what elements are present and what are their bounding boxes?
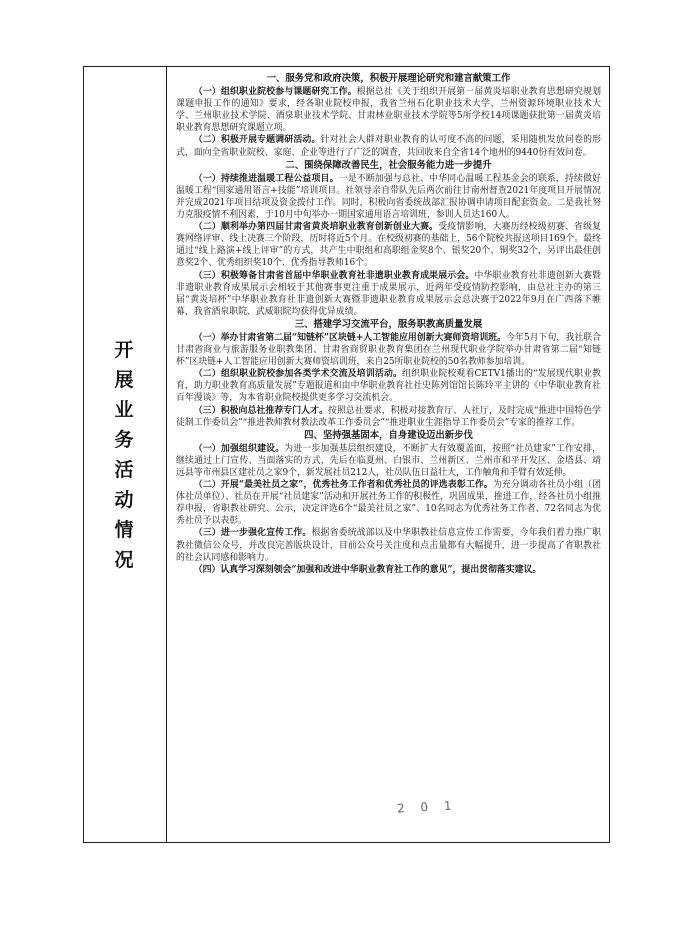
- paragraph: [176, 173, 601, 221]
- section-heading: 二、围绕保障改善民生，社会服务能力进一步提升: [285, 159, 492, 171]
- paragraph-body: 一是不断加强与总社、中华同心温暖工程基金会的联系，持续做好温暖工程“国家通用语言+技能”培训项目。社领导亲自带队先后两次前往甘南州督查2021年度项目开展情况并完成2021年项目结项及资金拨付工作。同时，积极向省委统战部汇报协调申请项目配套资金。二是我社努力克服疫情不利因素，于10月中旬举办一期国家通用语言培训班，参训人员达160人。: [176, 173, 602, 221]
- paragraph: [176, 479, 601, 527]
- section-heading: 一、服务党和政府决策，积极开展理论研究和建言献策工作: [266, 73, 511, 84]
- paragraph-lead: （二）顺利举办第四届甘肃省黄炎培职业教育创新创业大赛。: [193, 222, 439, 233]
- paragraph: [176, 527, 601, 563]
- paragraph: [176, 86, 601, 134]
- section-heading: 三、搭建学习交流平台，服务职教高质量发展: [294, 318, 483, 330]
- paragraph-body: 按照总社要求，积极对接教育厅、人社厅，及时完成“推进中国特色学徒制工作委员会”“推进教师教材教法改革工作委员会”“推进职业生涯指导工作委员会”专家的推荐工作。: [176, 405, 601, 428]
- paragraph: [176, 368, 601, 404]
- row-label-char: 活: [114, 458, 136, 481]
- section-heading: 四、坚持强基固本，自身建设迈出新步伐: [304, 429, 473, 441]
- paragraph-lead: （二）组织职业院校参加各类学术交流及培训活动。: [193, 369, 403, 380]
- paragraph-lead: （三）积极向总社推荐专门人才。: [193, 405, 329, 416]
- paragraph-lead: （一）举办甘肃省第二届“知链杯”区块链+人工智能应用创新大赛师资培训班。: [193, 332, 507, 343]
- paragraph-body: 为进一步加强基层组织建设，不断扩大有效覆盖面，按照“社员建家”工作安排，继续通过上门宣传、当面落实的方式，先后在临夏州、白银市、兰州新区、兰州市和平开发区、金塔县、靖远县等市州县区建社员之家9个，新发展社员212人，社员队伍日益壮大，工作触角和手臂有效延伸。: [176, 443, 602, 478]
- paragraph-body: 受疫情影响，大赛历经校级初赛、省级复赛网络评审、线上决赛三个阶段，历时将近5个月。在校级初赛的基础上，56个院校共报送项目169个。最终通过“线上路演+线上评审”的方式，共产生中职组和高职组金奖8个、银奖20个、铜奖32个，另评出最佳创意奖2个、优秀组织奖10个、优秀指导教师16个。: [176, 222, 602, 269]
- paragraph: [176, 564, 601, 576]
- report-body: [167, 67, 609, 842]
- paragraph-body: 根据总社《关于组织开展第一届黄炎培职业教育思想研究规划课题申报工作的通知》要求，经各职业院校申报，我省兰州石化职业技术大学、兰州资源环境职业技术大学、兰州职业技术学院、酒泉职业技术学院、甘肃林业职业技术学院等5所学校14项课题获批第一届黄炎培职业教育思想研究课题立项。: [176, 87, 601, 134]
- paragraph-lead: （二）积极开展专题调研活动。: [193, 135, 321, 146]
- row-label-char: 业: [114, 398, 136, 421]
- paragraph-body: 根据省委统战部以及中华职教社信息宣传工作需要，今年我们着力推广职教社微信公众号，并改良完善版块设计，目前公众号关注度和点击量都有大幅提升，进一步提高了省职教社的社会认同感和影响力。: [176, 528, 601, 563]
- handwritten-mark: 2 0 1: [396, 798, 458, 816]
- paragraph: [176, 405, 601, 429]
- paragraph-lead: （三）积极筹备甘肃省首届中华职业教育社非遗职业教育成果展示会。: [193, 270, 475, 281]
- row-label-column: [84, 67, 167, 842]
- row-label-char: 况: [114, 548, 136, 571]
- row-label-char: 务: [114, 428, 136, 451]
- row-label-char: 开: [114, 338, 136, 361]
- paragraph-body: 今年5月下旬，我社联合甘肃省商业与旅游服务业职教集团、甘肃省商贸职业教育集团在兰州现代职业学院举办甘肃省第二届“知链杯”区块链+人工智能应用创新大赛师资培训班，来自25所职业院校的50名教师参加培训。: [176, 332, 601, 368]
- paragraph-body: 针对社会人群对职业教育的认可度不高的问题，采用随机发放问卷的形式，面向全省职业院校、家庭、企业等进行了广泛的调查，共回收来自全省14个地州的9440份有效问卷。: [176, 135, 602, 158]
- paragraph-lead: （二）开展“最美社员之家”，优秀社务工作者和优秀社员的评选表彰工作。: [193, 480, 493, 491]
- paragraph: [176, 221, 601, 269]
- row-label-char: 展: [114, 368, 136, 391]
- paragraph-lead: （一）加强组织建设。: [193, 443, 285, 454]
- form-table: [83, 66, 610, 843]
- paragraph-lead: （一）组织职业院校参与课题研究工作。: [193, 87, 357, 98]
- paragraph: [176, 332, 601, 368]
- paragraph-body: 为充分调动各社员小组（团体社员单位）、社员在开展“社员建家”活动和开展社务工作的积极性，巩固成果，推进工作，经各社员小组推荐申报，省职教社研究、公示，决定评选6个“最美社员之家”、10名同志为优秀社务工作者、72名同志为优秀社员予以表彰。: [176, 480, 601, 527]
- paragraph: [176, 443, 601, 479]
- paragraph-lead: （一）持续推进温暖工程公益项目。: [193, 173, 339, 184]
- row-label-char: 动: [114, 488, 136, 511]
- paragraph-lead: （三）进一步强化宣传工作。: [193, 528, 312, 539]
- paragraph: [176, 270, 601, 318]
- paragraph-body: 组织职业院校观看CETV1播出的“发展现代职业教育，助力职业教育高质量发展”专题报道和由中华职业教育社社史陈列馆馆长陈玲平主讲的《中华职业教育社百年漫谈》等，为本省职业院校提供更多学习交流机会。: [176, 369, 602, 404]
- paragraph-body: 中华职业教育社非遗创新大赛暨非遗职业教育成果展示会相较于其他赛事更注重于成果展示，近两年受疫情防控影响，由总社主办的第三届“黄炎培杯”中华职业教育社非遗创新大赛暨非遗职业教育成果展示会总决赛于2022年9月在广西落下帷幕，我省酒泉职院、武威职院均获得优异成绩。: [176, 270, 601, 317]
- paragraph-lead: （四）认真学习深刻领会“加强和改进中华职业教育社工作的意见”，提出贯彻落实建议。: [193, 564, 542, 575]
- paragraph: [176, 134, 601, 158]
- row-label-char: 情: [114, 518, 136, 541]
